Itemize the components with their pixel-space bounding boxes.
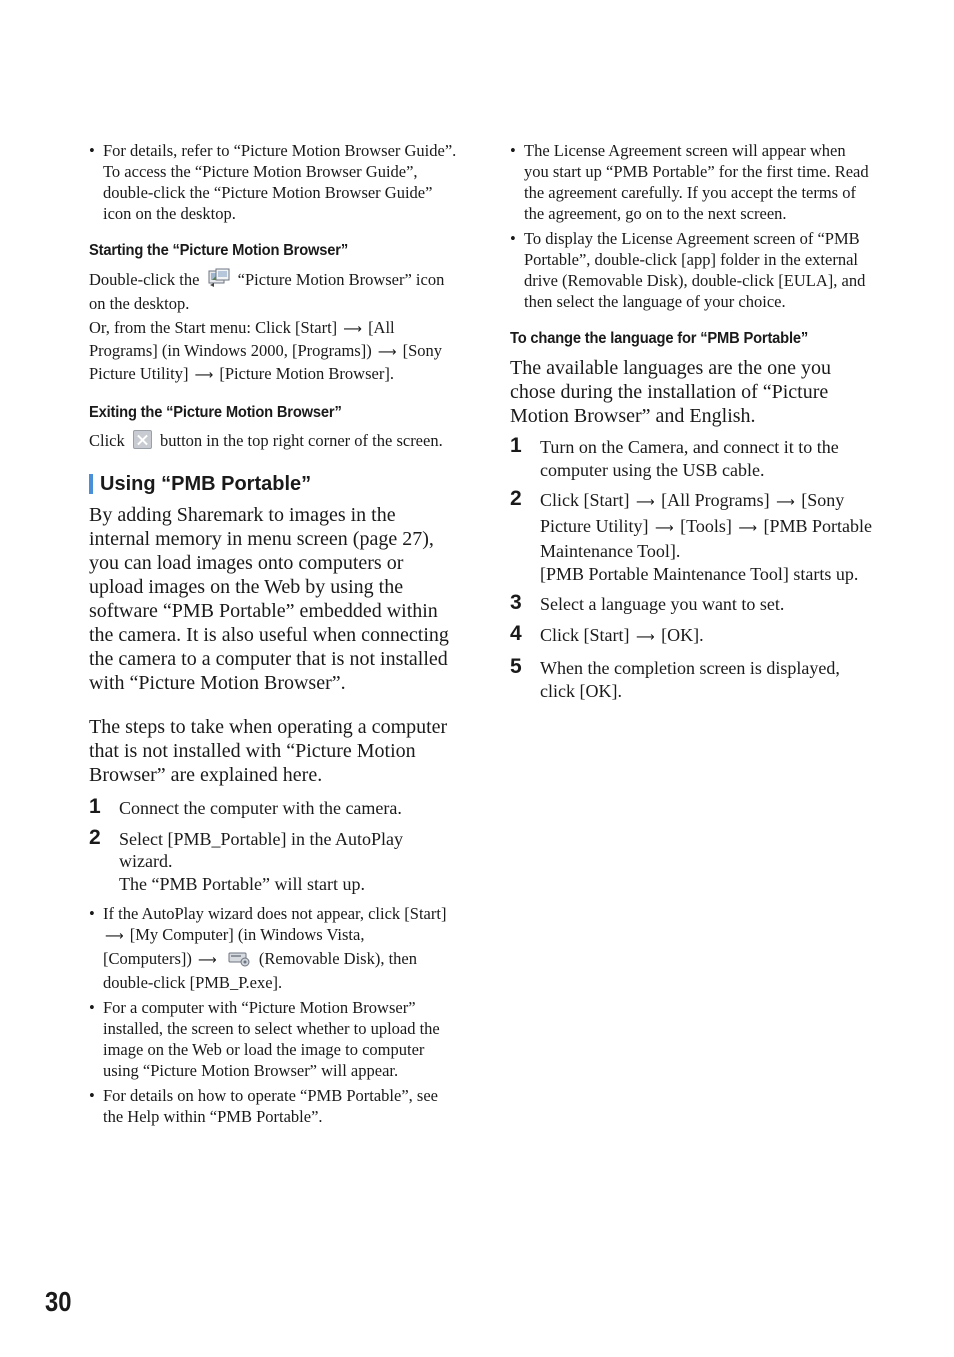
step-subtext: The “PMB Portable” will start up.: [119, 873, 365, 894]
intro-bullet: • For details, refer to “Picture Motion Browser Guide”. To access the “Picture Motion Browser Guide”, double-click the “Picture Motion Browser Guide” icon on the desktop.: [89, 140, 457, 224]
arrow-right-icon: ⟶: [635, 495, 655, 510]
close-button-icon: [133, 430, 152, 449]
arrow-right-icon: ⟶: [654, 520, 674, 536]
right-step-4: [510, 621, 872, 650]
section-marker: [89, 474, 93, 494]
arrow-right-icon: ⟶: [776, 495, 795, 510]
arrow-right-icon: ⟶: [105, 929, 124, 944]
exiting-text: Click button in the top right corner of the screen.: [89, 431, 443, 450]
right-column: [510, 140, 872, 710]
step-number: 1: [89, 795, 101, 818]
step-number: 5: [510, 655, 522, 678]
removable-disk-icon: [227, 947, 251, 972]
step-number: 1: [510, 434, 522, 457]
language-intro: The available languages are the one you chose during the installation of “Picture Motion Browser” and English.: [510, 357, 831, 427]
autoplay-bullet: • If the AutoPlay wizard does not appear, click [Start] ⟶ [My Computer] (in Windows Vista, [Computers]) ⟶ (Removable Disk), then double-click [PMB_P.exe].: [89, 903, 457, 993]
step-number: 2: [89, 825, 101, 849]
exiting-heading: Exiting the “Picture Motion Browser”: [89, 404, 342, 421]
step-text: Turn on the Camera, and connect it to the computer using the USB cable.: [540, 437, 839, 480]
step-text: Click [Start] ⟶ [OK].: [540, 624, 872, 650]
step-text: Select [PMB_Portable] in the AutoPlay wizard.: [119, 828, 403, 871]
right-step-2: [510, 489, 872, 585]
arrow-right-icon: ⟶: [377, 345, 397, 360]
starting-line2: Or, from the Start menu: Click [Start] ⟶ [All Programs] (in Windows 2000, [Programs]) ⟶ [Sony Picture Utility] ⟶ [Picture Motion Browser].: [89, 317, 457, 386]
arrow-right-icon: ⟶: [198, 953, 217, 968]
left-column: [89, 140, 457, 1131]
step-number: 2: [510, 487, 522, 510]
step-text: Select a language you want to set.: [540, 594, 785, 614]
pmb-desktop-icon: [208, 268, 230, 293]
arrow-right-icon: ⟶: [738, 520, 757, 536]
help-bullet: • For details on how to operate “PMB Portable”, see the Help within “PMB Portable”.: [89, 1085, 457, 1127]
pmb-installed-bullet: • For a computer with “Picture Motion Browser” installed, the screen to select whether to upload the image on the Web or load the image to computer using “Picture Motion Browser” will appear.: [89, 997, 457, 1081]
starting-heading: Starting the “Picture Motion Browser”: [89, 242, 348, 259]
step-text: When the completion screen is displayed, click [OK].: [540, 658, 840, 701]
step-text: Click [Start] ⟶ [All Programs] ⟶ [Sony Picture Utility] ⟶ [Tools] ⟶ [PMB Portable Maintenance Tool].: [540, 490, 873, 561]
right-step-5: [510, 657, 872, 702]
left-step-2: [89, 825, 457, 896]
eula-bullet: • To display the License Agreement screen of “PMB Portable”, double-click [app] folder in the external drive (Removable Disk), double-click [EULA], and then select the language of your choice.: [510, 228, 872, 312]
arrow-right-icon: ⟶: [194, 368, 214, 383]
step-text: Connect the computer with the camera.: [119, 798, 402, 818]
starting-line1: Double-click the “Picture Motion Browser” icon on the desktop.: [89, 270, 445, 313]
step-number: 4: [510, 621, 522, 645]
section-para1: By adding Sharemark to images in the internal memory in menu screen (page 27), you can load images onto computers or upload images on the Web by using the software “PMB Portable” embedded within the camera. It is also useful when connecting the camera to a computer that is not installed with “Picture Motion Browser”.: [89, 504, 449, 694]
license-bullet: • The License Agreement screen will appear when you start up “PMB Portable” for the first time. Read the agreement carefully. If you accept the terms of the agreement, go on to the next screen.: [510, 140, 872, 224]
right-step-1: [510, 436, 872, 481]
right-step-3: [510, 593, 872, 616]
section-para2: The steps to take when operating a computer that is not installed with “Picture Motion Browser” are explained here.: [89, 716, 448, 786]
arrow-right-icon: ⟶: [343, 322, 362, 337]
page-number: 30: [45, 1286, 72, 1317]
step-subtext: [PMB Portable Maintenance Tool] starts up.: [540, 563, 859, 584]
step-number: 3: [510, 591, 522, 614]
left-step-1: [89, 797, 457, 820]
section-title: Using “PMB Portable”: [89, 471, 457, 497]
arrow-right-icon: ⟶: [635, 629, 655, 645]
language-heading: To change the language for “PMB Portable”: [510, 330, 809, 347]
